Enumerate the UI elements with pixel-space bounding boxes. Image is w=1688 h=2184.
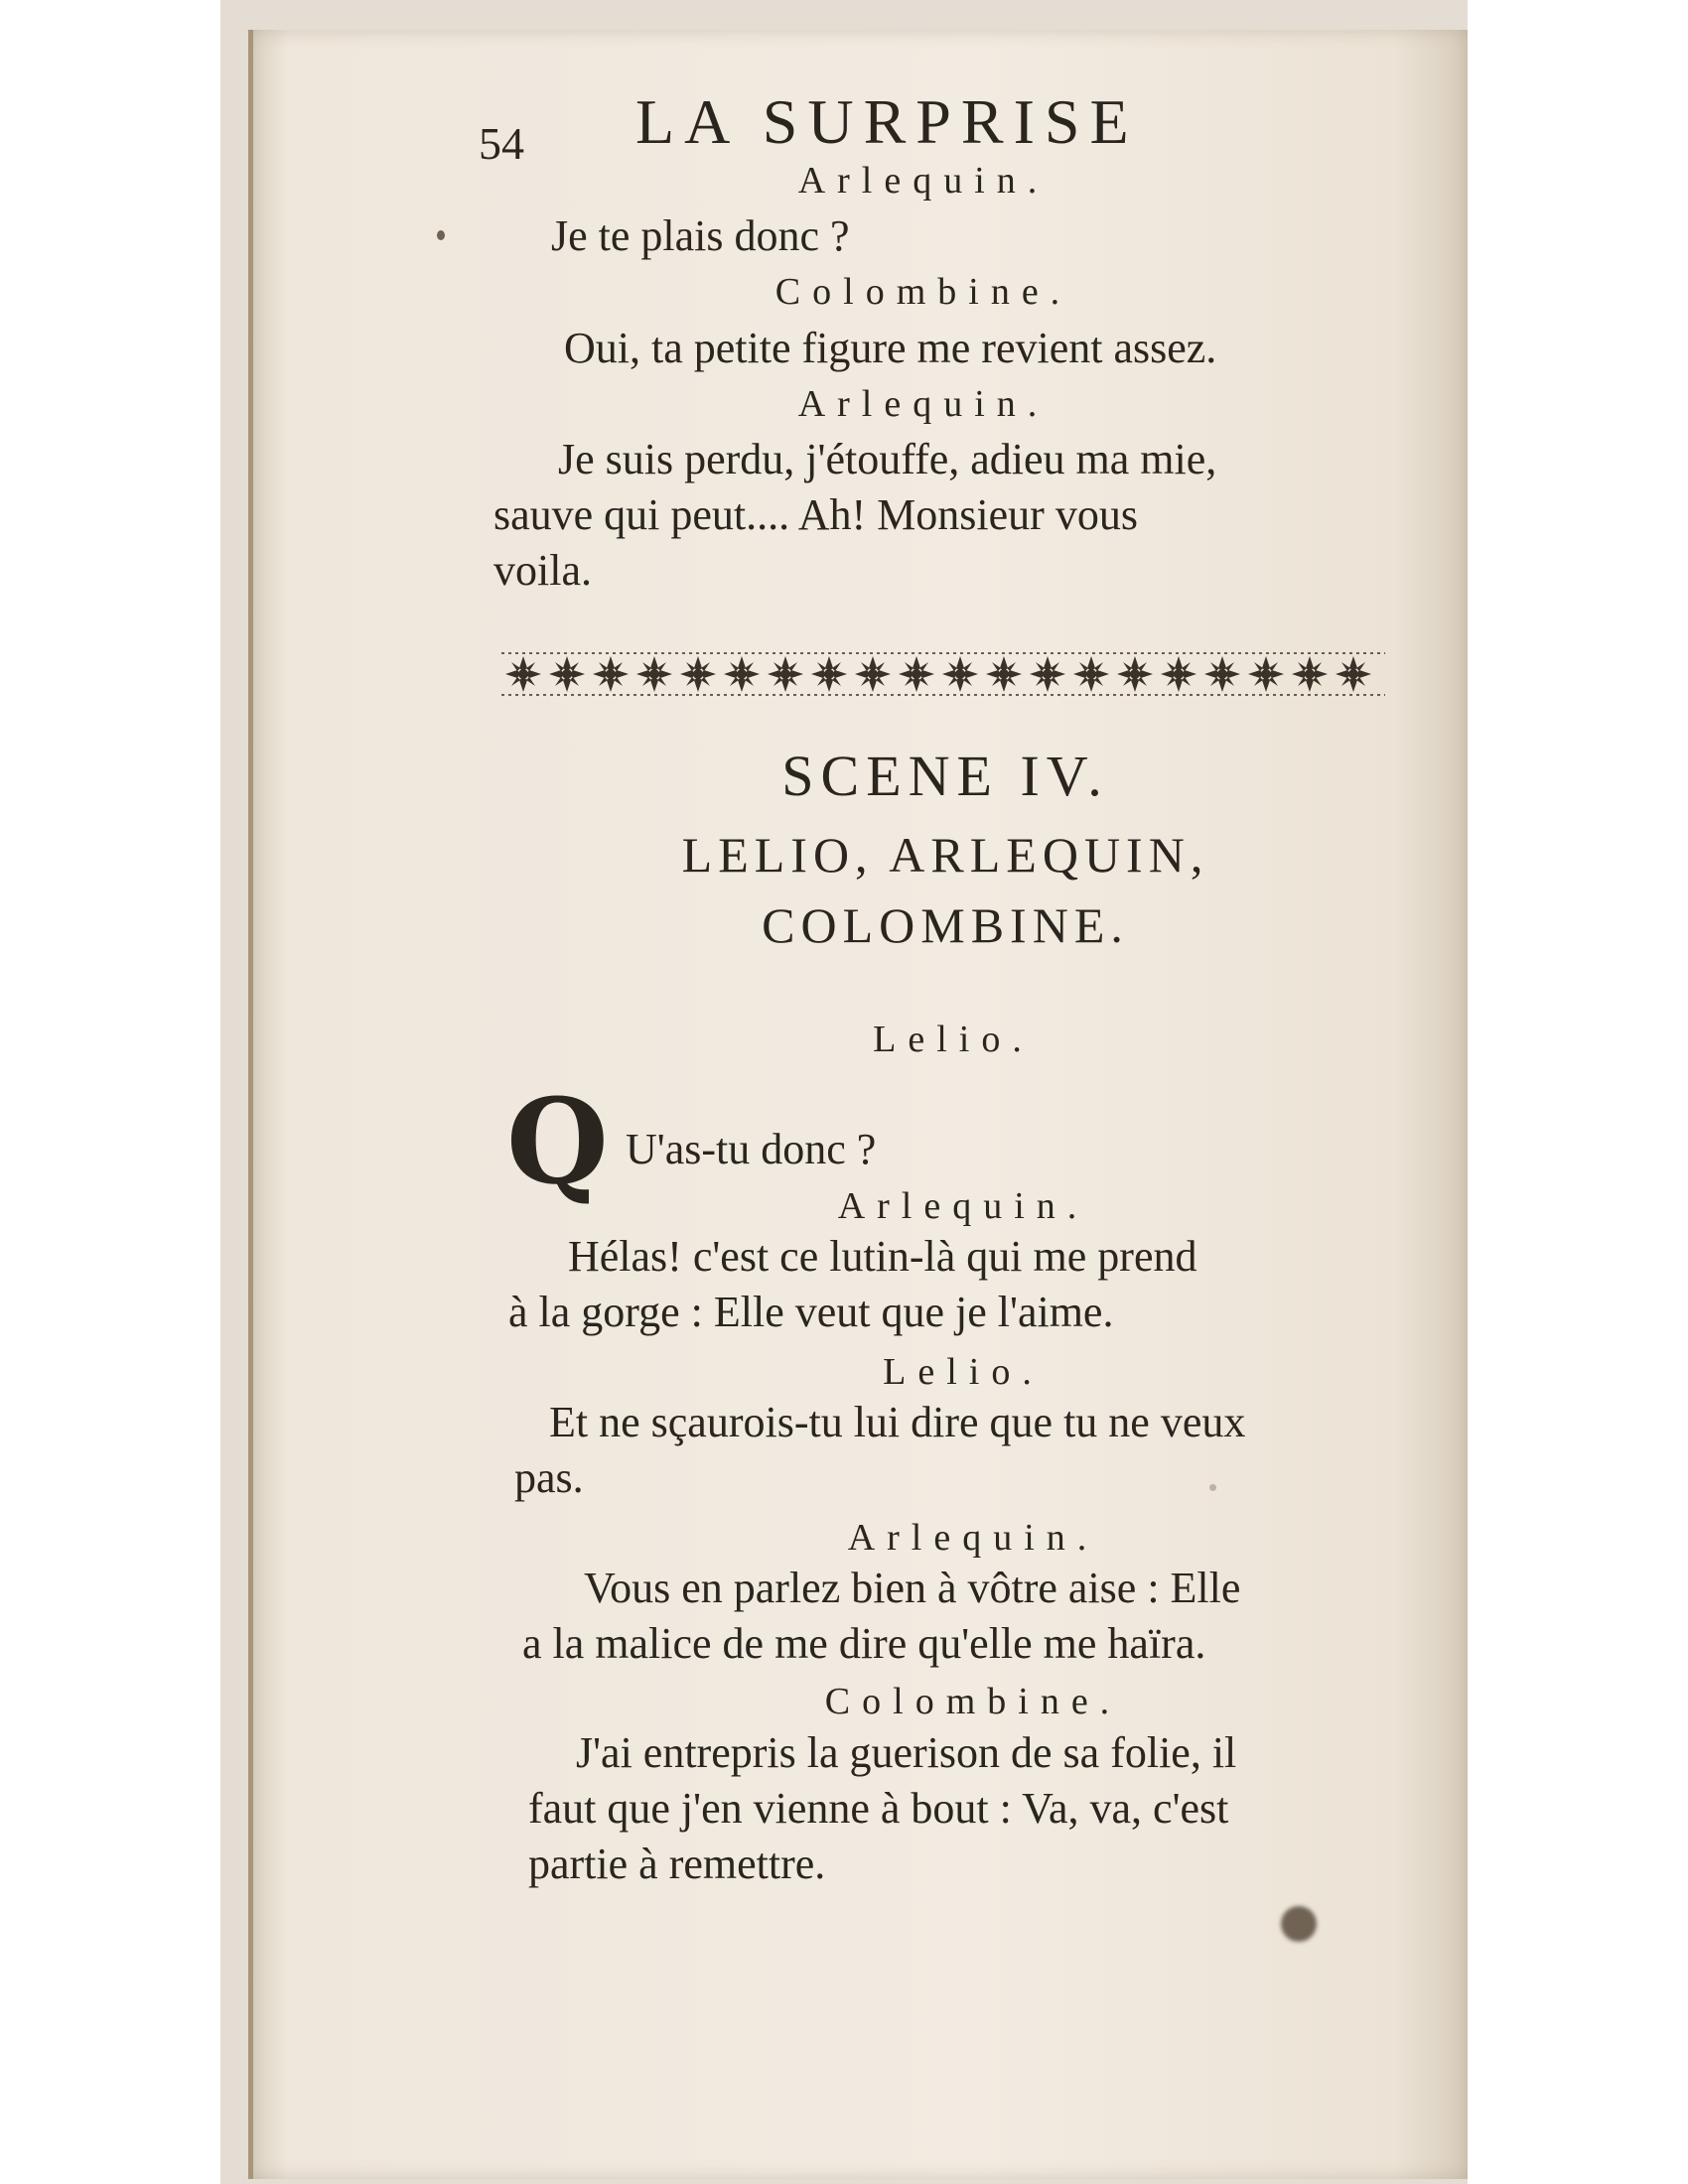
line-4: U'as-tu donc ? xyxy=(626,1125,877,1173)
scene-characters-line-1: LELIO, ARLEQUIN, xyxy=(681,827,1209,883)
line-8b: faut que j'en vienne à bout : Va, va, c'est xyxy=(528,1784,1229,1833)
ink-stain xyxy=(1281,1906,1317,1942)
line-8a: J'ai entrepris la guerison de sa folie, il xyxy=(576,1728,1237,1777)
ornament-band xyxy=(501,650,1395,698)
line-3a: Je suis perdu, j'étouffe, adieu ma mie, xyxy=(558,435,1217,483)
speaker-lelio: Lelio. xyxy=(883,1351,1044,1393)
line-3c: voila. xyxy=(493,546,592,595)
speaker-arlequin: Arlequin. xyxy=(847,1517,1099,1559)
line-5a: Hélas! c'est ce lutin-là qui me prend xyxy=(568,1232,1197,1281)
drop-cap: Q xyxy=(506,1072,609,1210)
speaker-arlequin: Arlequin. xyxy=(797,383,1050,425)
line-7a: Vous en parlez bien à vôtre aise : Elle xyxy=(584,1564,1241,1612)
line-2: Oui, ta petite figure me revient assez. xyxy=(564,324,1217,372)
line-1: Je te plais donc ? xyxy=(551,211,850,260)
scene-characters-line-2: COLOMBINE. xyxy=(762,897,1129,953)
running-title: LA SURPRISE xyxy=(635,86,1139,157)
speaker-colombine: Colombine. xyxy=(774,271,1072,313)
speaker-colombine: Colombine. xyxy=(824,1681,1122,1722)
speaker-lelio: Lelio. xyxy=(873,1019,1034,1060)
line-3b: sauve qui peut.... Ah! Monsieur vous xyxy=(493,490,1138,539)
line-7b: a la malice de me dire qu'elle me haïra. xyxy=(522,1619,1206,1668)
line-8c: partie à remettre. xyxy=(528,1840,826,1888)
ink-speck xyxy=(437,230,445,240)
speaker-arlequin: Arlequin. xyxy=(797,160,1050,202)
page-number: 54 xyxy=(479,118,524,169)
scene-title: SCENE IV. xyxy=(781,744,1109,808)
line-6a: Et ne sçaurois-tu lui dire que tu ne veux xyxy=(549,1398,1246,1446)
page-edge xyxy=(248,30,253,2179)
line-5b: à la gorge : Elle veut que je l'aime. xyxy=(508,1288,1114,1336)
ink-speck xyxy=(1209,1484,1216,1491)
line-6b: pas. xyxy=(514,1453,584,1502)
speaker-arlequin: Arlequin. xyxy=(837,1185,1089,1227)
